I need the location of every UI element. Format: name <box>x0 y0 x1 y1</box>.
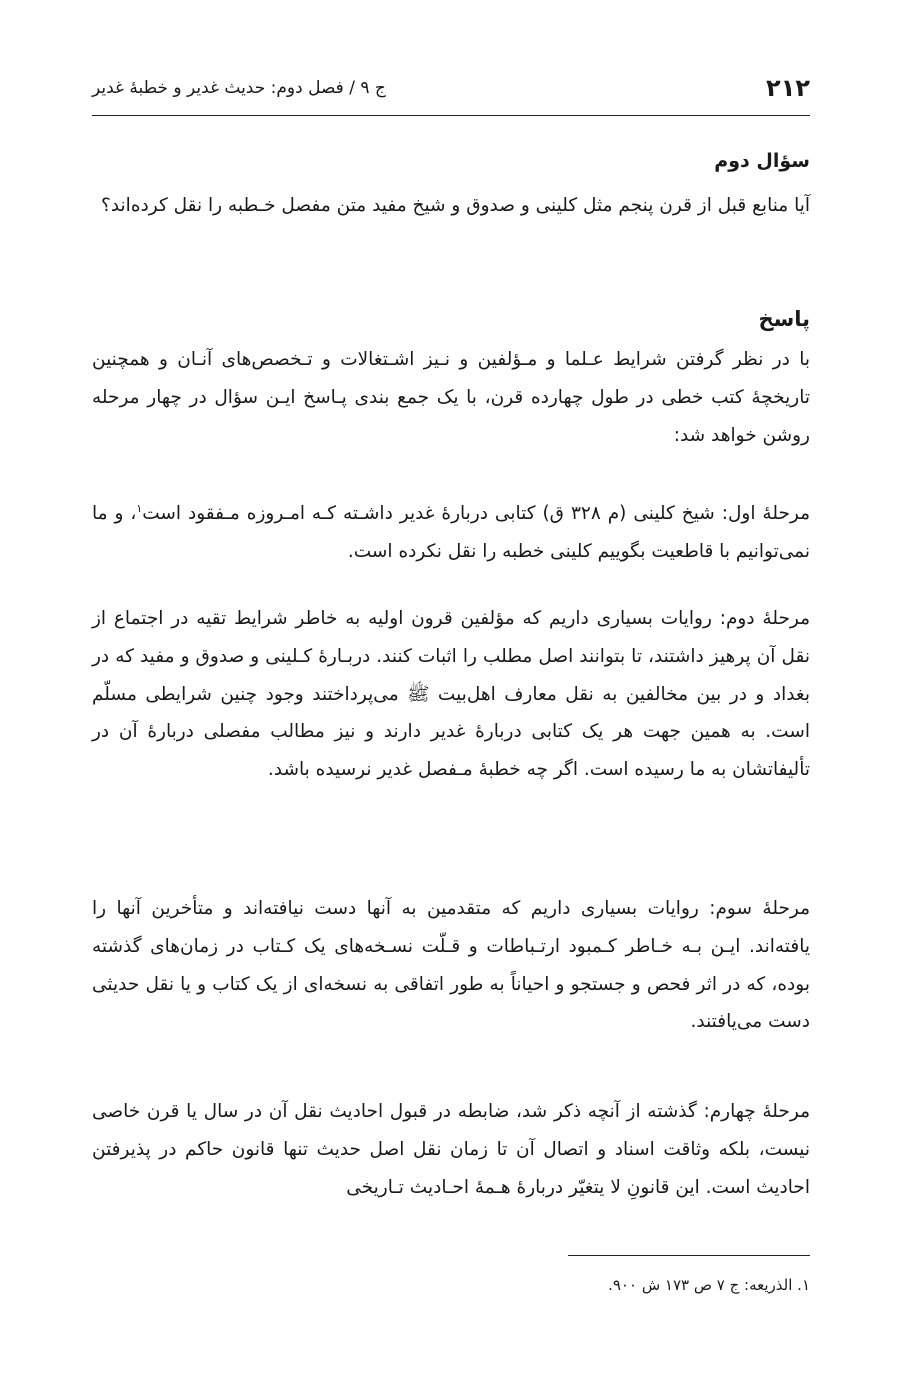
stage-2-paragraph: مرحلۀ دوم: روایات بسیاری داریم که مؤلفین قرون اولیه به خاطر شرایط تقیه در اجتماع از نقل آن پرهیز داشتند، تا بتوانند اصل مطلب را اثبات کنند. دربـارۀ کـلینی و صدوق و مفید که در بغداد و در بین مخالفین به نقل معارف اهل‌بیت ﷺ می‌پرداختند وجود چنین شرایطی مسلّم است. به همین جهت هر یک کتابی دربارۀ غدیر دارند و نیز مطالب مفصلی دربارۀ آن در تألیفاتشان به ما رسیده است. اگر چه خطبۀ مـفصل غدیر نرسیده باشد. <box>92 608 810 781</box>
footnote-divider <box>568 1255 810 1256</box>
book-page <box>92 0 810 1390</box>
stage-4-paragraph: مرحلۀ چهارم: گذشته از آنچه ذکر شد، ضابطه در قبول احادیث نقل آن در سال یا قرن خاصی نیست، بلکه وثاقت اسناد و اتصال آن تا زمان نقل اصل حدیث تنها قانون حاکم در پذیرفتن احادیث است. این قانونِ لا یتغیّر دربارۀ هـمۀ احـادیث تـاریخی <box>92 1101 810 1198</box>
answer-intro: با در نظر گرفتن شرایط عـلما و مـؤلفین و نـیز اشـتغالات و تـخصص‌های آنـان و همچنین تاریخچۀ کتب خطی در طول چهارده قرن، با یک جمع بندی پـاسخ ایـن سؤال در چهار مرحله روشن خواهد شد: <box>92 349 810 446</box>
answer-heading: پاسخ <box>758 307 810 331</box>
page-header <box>92 72 810 112</box>
question-text: آیا منابع قبل از قرن پنجم مثل کلینی و صدوق و شیخ مفید متن مفصل خـطبه را نقل کرده‌اند؟ <box>101 195 810 216</box>
stage-1-text-a: مرحلۀ اول: شیخ کلینی (م ۳۲۸ ق) کتابی دربارۀ غدیر داشـته کـه امـروزه مـفقود است <box>142 503 811 524</box>
running-title: ج ۹ / فصل دوم: حدیث غدیر و خطبۀ غدیر <box>92 78 386 98</box>
footnote-marker: ۱ <box>136 501 143 515</box>
stage-1-text-b: ، و ما نمی‌توانیم با قاطعیت بگوییم کلینی خطبه را نقل نکرده است. <box>92 503 810 562</box>
header-divider <box>92 115 810 116</box>
page-number: ۲۱۲ <box>766 74 810 102</box>
footnote: ۱. الذریعه: ج ۷ ص ۱۷۳ ش ۹۰۰. <box>608 1276 810 1294</box>
question-heading: سؤال دوم <box>714 150 810 172</box>
stage-1-paragraph <box>92 495 810 571</box>
stage-3-paragraph: مرحلۀ سوم: روایات بسیاری داریم که متقدمین به آنها دست نیافته‌اند و متأخرین آنها را یافته‌اند. ایـن بـه خـاطر کـمبود ارتـباطات و قـلّت نسـخه‌های یک کـتاب در زمان‌های گذشته بوده، که در اثر فحص و جستجو و احیاناً به طور اتفاقی به نسخه‌ای از یک کتاب و یا نقل حدیثی دست می‌یافتند. <box>92 898 810 1033</box>
